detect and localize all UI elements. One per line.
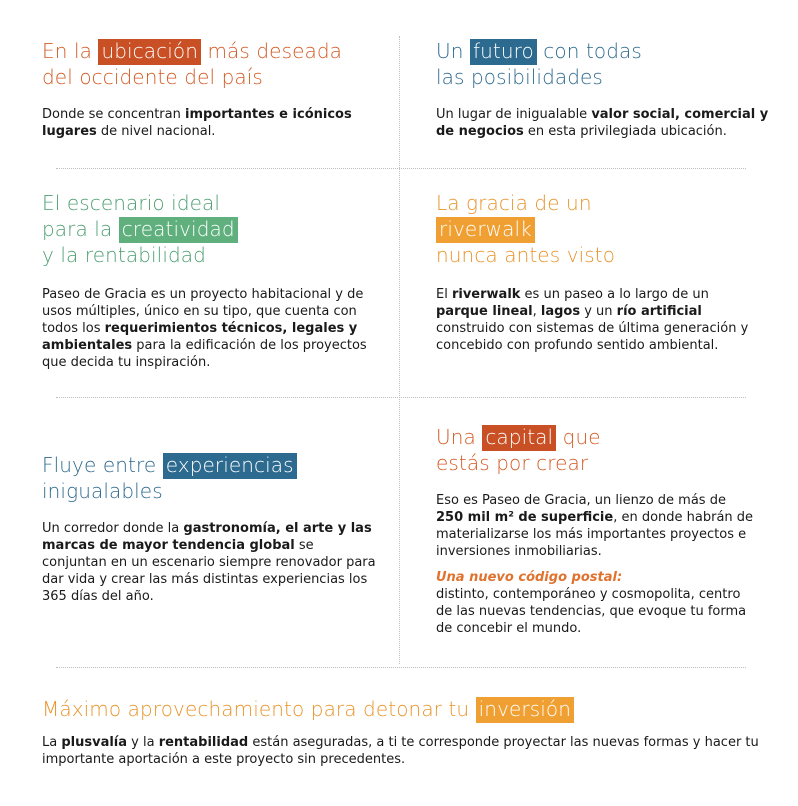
heading-highlight: futuro [470, 39, 537, 65]
section-heading: Máximo aprovechamiento para detonar tu inversión [42, 696, 762, 722]
section-body: Un corredor donde la gastronomía, el arte y las marcas de mayor tendencia global se conjuntan en un escenario siempre renovador para dar vida y crear las más distintas experiencias los 365 días del año. [42, 521, 376, 604]
section-heading: El escenario ideal para la creatividad y la rentabilidad [42, 190, 378, 268]
heading-highlight: ubicación [98, 39, 201, 65]
section-capital [436, 424, 754, 637]
section-heading: En la ubicación más deseada del occidente del país [42, 39, 343, 89]
heading-highlight: experiencias [163, 453, 297, 479]
section-body: Donde se concentran importantes e icónicos lugares de nivel nacional. [42, 107, 352, 139]
horizontal-divider [56, 397, 746, 398]
section-heading: Un futuro con todas las posibilidades [436, 39, 642, 89]
section-escenario [42, 190, 378, 371]
section-body: Paseo de Gracia es un proyecto habitacional y de usos múltiples, único en su tipo, que cuenta con todos los requerimientos técnicos, legales y ambientales para la edificación de los proyectos que decida tu inspiración. [42, 287, 367, 370]
section-body: Un lugar de inigualable valor social, comercial y de negocios en esta privilegiada ubicación. [436, 107, 769, 139]
section-body: Eso es Paseo de Gracia, un lienzo de más de 250 mil m² de superficie, en donde habrán de materializarse los más importantes proyectos e inversiones inmobiliarias. [436, 493, 754, 559]
section-body-2: distinto, contemporáneo y cosmopolita, centro de las nuevas tendencias, que evoque tu forma de concebir el mundo. [436, 587, 747, 636]
horizontal-divider [56, 168, 746, 169]
heading-highlight: riverwalk [436, 217, 535, 243]
heading-highlight: capital [482, 425, 556, 451]
section-ubicacion [42, 38, 382, 140]
section-inversion [42, 696, 762, 768]
section-heading: Una capital que estás por crear [436, 425, 601, 475]
vertical-divider [399, 36, 400, 664]
section-experiencias [42, 452, 378, 605]
section-body: El riverwalk es un paseo a lo largo de un parque lineal, lagos y un río artificial construido con sistemas de última generación y concebido con profundo sentido ambiental. [436, 287, 749, 353]
section-heading: La gracia de un riverwalk nunca antes visto [436, 191, 616, 267]
horizontal-divider [56, 667, 746, 668]
section-futuro [436, 38, 772, 140]
section-subtitle: Una nuevo código postal: [436, 570, 623, 585]
heading-highlight: creatividad [119, 217, 238, 243]
section-riverwalk [436, 190, 756, 354]
section-heading: Fluye entre experiencias inigualables [42, 452, 378, 504]
heading-highlight: inversión [476, 697, 574, 723]
section-body: La plusvalía y la rentabilidad están aseguradas, a ti te corresponde proyectar las nuevas formas y hacer tu importante aportación a este proyecto sin precedentes. [42, 735, 759, 767]
